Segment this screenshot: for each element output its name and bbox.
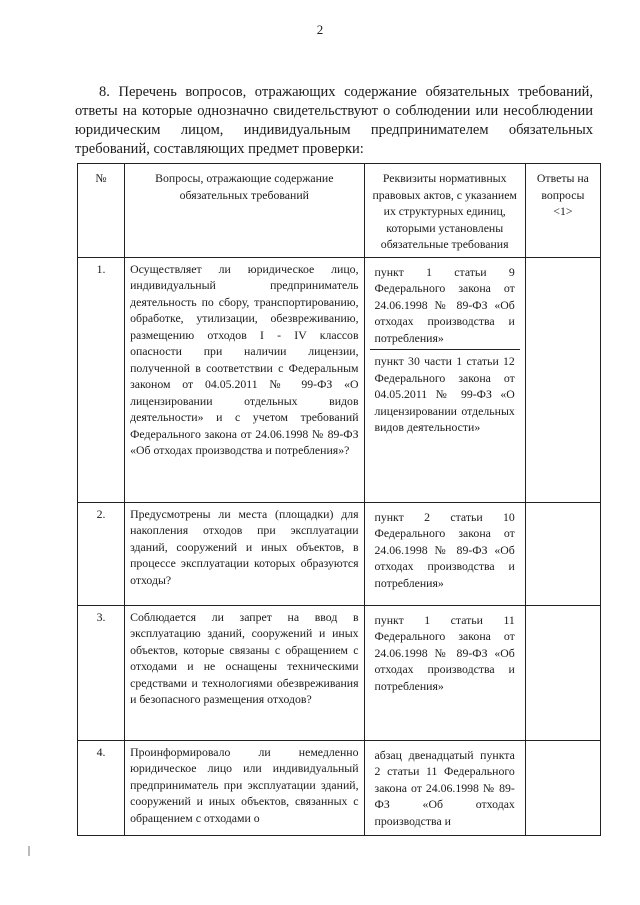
row-num: 3.: [78, 605, 125, 740]
row-answer: [525, 502, 600, 605]
row-question: Проинформировало ли немедленно юридическое лицо или индивидуальный предприниматель при эксплуатации зданий, сооружений и иных объектов, связанных с обращением с отходами о: [125, 740, 364, 836]
row-answer: [525, 740, 600, 836]
header-requisites: Реквизиты нормативных правовых актов, с указанием их структурных единиц, которыми установлены обязательные требования: [364, 164, 525, 258]
row-ref: пункт 1 статьи 9 Федерального закона от 24.06.1998 № 89-ФЗ «Об отходах производства и потребления»: [374, 264, 515, 345]
requirements-table: [77, 163, 601, 836]
header-question: Вопросы, отражающие содержание обязательных требований: [125, 164, 364, 258]
row-question: Предусмотрены ли места (площадки) для накопления отходов при эксплуатации зданий, сооружений и иных объектов, в процессе эксплуатации которых образуются отходы?: [125, 502, 364, 605]
row-ref: пункт 30 части 1 статьи 12 Федерального закона от 04.05.2011 № 99-ФЗ «О лицензировании отдельных видов деятельности»: [370, 349, 520, 439]
row-ref: пункт 2 статьи 10 Федерального закона от 24.06.1998 № 89-ФЗ «Об отходах производства и потребления»: [374, 509, 515, 590]
table-header-row: [78, 164, 601, 258]
row-num: 1.: [78, 257, 125, 502]
table-row: [78, 502, 601, 605]
row-num: 2.: [78, 502, 125, 605]
row-refs: [364, 257, 525, 502]
row-question: Осуществляет ли юридическое лицо, индивидуальный предприниматель деятельность по сбору, транспортированию, обработке, утилизации, обезвреживанию, размещению отходов I - IV классов опасности при наличии лицензии, полученной в соответствии с Федеральным законом от 04.05.2011 № 99-ФЗ «О лицензировании отдельных видов деятельности» и с учетом требований Федерального закона от 24.06.1998 № 89-ФЗ «Об отходах производства и потребления»?: [125, 257, 364, 502]
header-answers: Ответы на вопросы <1>: [525, 164, 600, 258]
table-row: [78, 605, 601, 740]
section-intro: 8. Перечень вопросов, отражающих содержание обязательных требований, ответы на которые однозначно свидетельствуют о соблюдении или несоблюдении юридическим лицом, индивидуальным предпринимателем обязательных требований, составляющих предмет проверки:: [75, 83, 593, 157]
row-num: 4.: [78, 740, 125, 836]
table-row: [78, 740, 601, 836]
row-answer: [525, 605, 600, 740]
row-ref: абзац двенадцатый пункта 2 статьи 11 Федерального закона от 24.06.1998 № 89-ФЗ «Об отходах производства и: [374, 747, 515, 828]
header-num: №: [78, 164, 125, 258]
row-refs: [364, 502, 525, 605]
row-ref: пункт 1 статьи 11 Федерального закона от 24.06.1998 № 89-ФЗ «Об отходах производства и потребления»: [374, 612, 515, 693]
page-number: 2: [316, 22, 324, 37]
row-refs: [364, 605, 525, 740]
row-refs: [364, 740, 525, 836]
scan-mark: [28, 846, 30, 856]
row-answer: [525, 257, 600, 502]
table-row: [78, 257, 601, 502]
row-question: Соблюдается ли запрет на ввод в эксплуатацию зданий, сооружений и иных объектов, которые связаны с обращением с отходами и не оснащены техническими средствами и технологиями обезвреживания и безопасного размещения отходов?: [125, 605, 364, 740]
